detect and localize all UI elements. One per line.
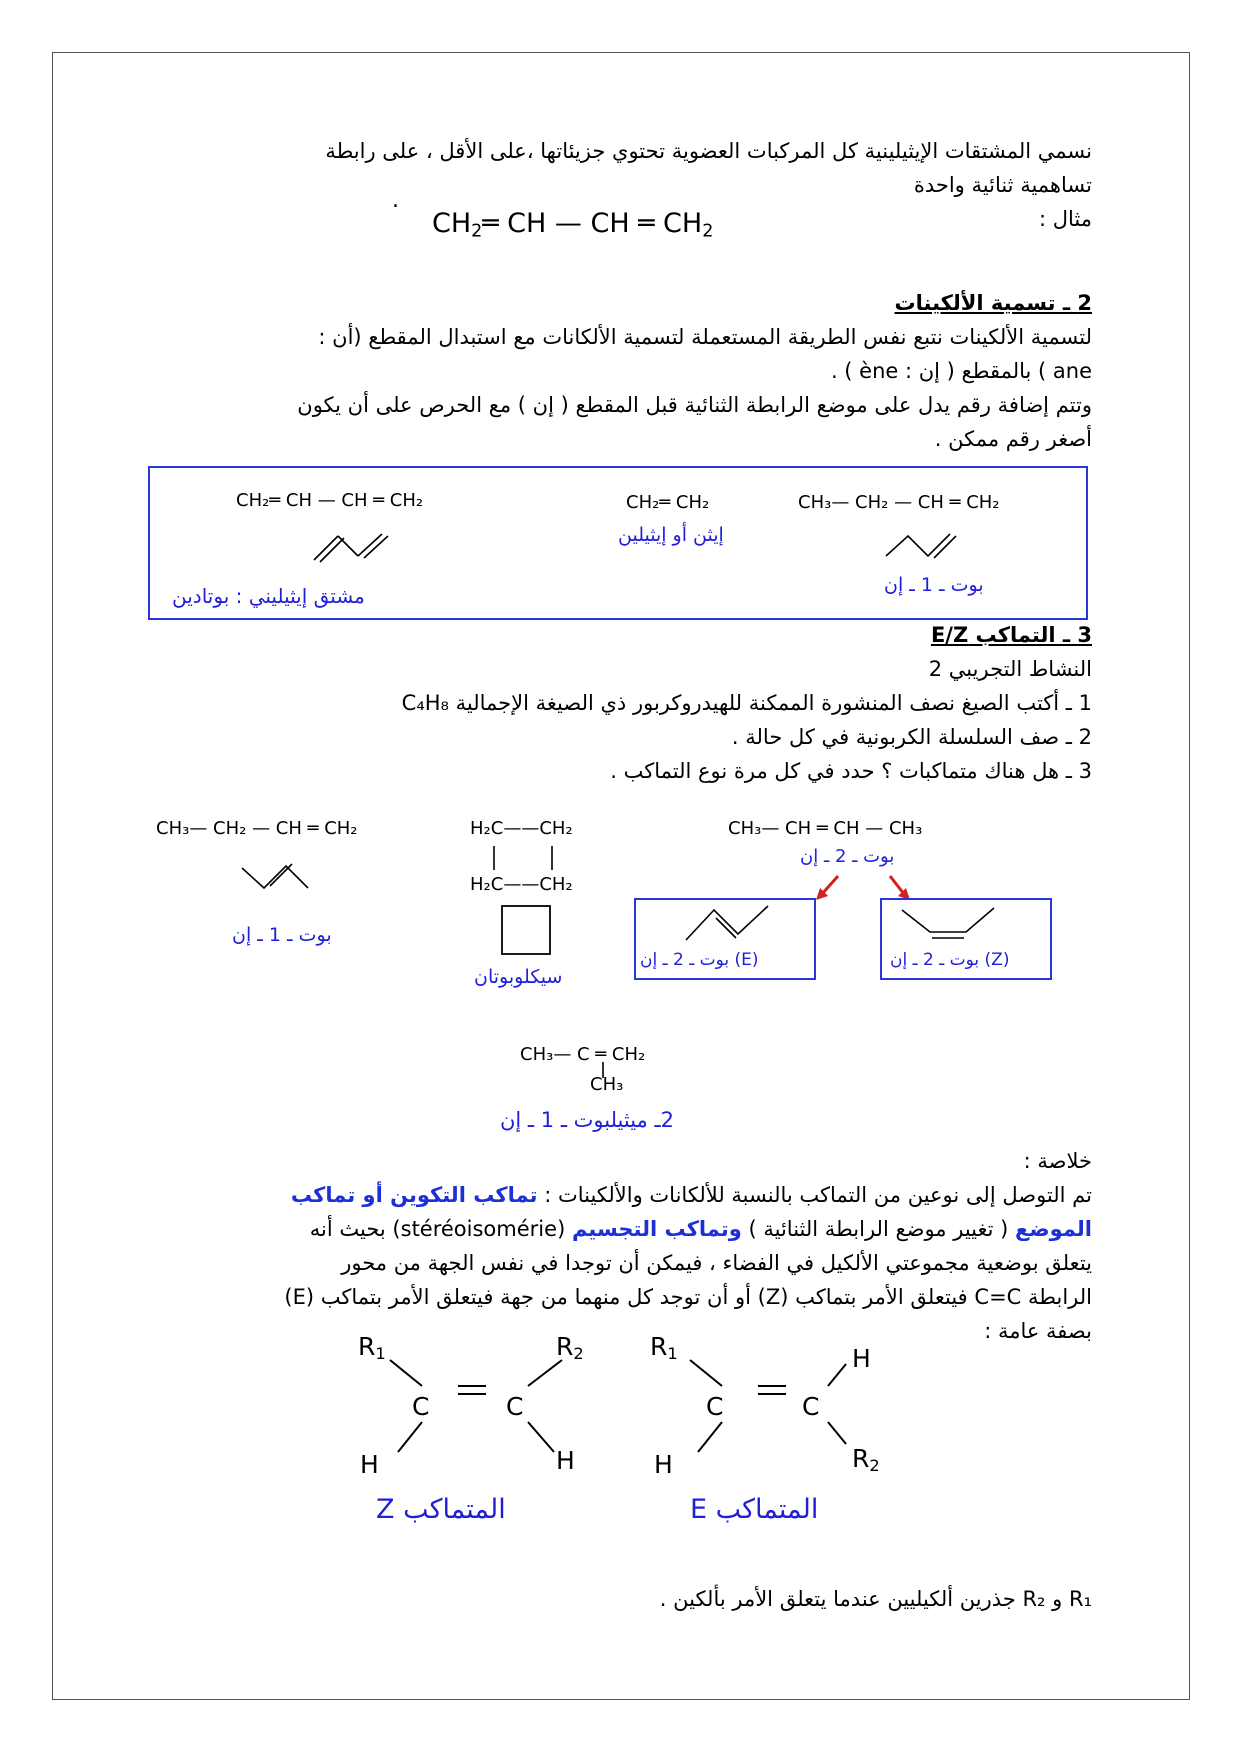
activity-title: النشاط التجريبي 2 bbox=[928, 657, 1092, 681]
stereoisomerism-term: وتماكب التجسيم bbox=[571, 1217, 742, 1241]
but2ene-label: بوت ـ 2 ـ إن bbox=[800, 846, 895, 867]
ethene-label: إيثن أو إيثيلين bbox=[618, 524, 724, 546]
but2ene-formula: CH₃— CH ═ CH — CH₃ bbox=[728, 818, 923, 839]
z-isomer-label: (Z) بوت ـ 2 ـ إن bbox=[890, 950, 1010, 970]
conclusion-title: خلاصة : bbox=[1023, 1149, 1092, 1173]
e-r1: $R_1$ bbox=[650, 1332, 678, 1364]
e-c-right: C bbox=[802, 1392, 820, 1421]
intro-dot: . bbox=[392, 188, 399, 213]
e-caption: المتماكب E bbox=[690, 1494, 819, 1525]
section-2-p2-line2: أصغر رقم ممكن . bbox=[934, 427, 1092, 451]
question-1: 1 ـ أكتب الصيغ نصف المنشورة الممكنة للهيدروكربور ذي الصيغة الإجمالية C₄H₈ bbox=[401, 691, 1092, 715]
e-isomer-label: (E) بوت ـ 2 ـ إن bbox=[640, 950, 759, 970]
butene-skeleton bbox=[884, 530, 964, 560]
section-2-p1-line1: لتسمية الألكينات نتبع نفس الطريقة المستعملة لتسمية الألكانات مع استبدال المقطع (أن : bbox=[318, 325, 1092, 349]
section-3-heading: 3 ـ التماكب E/Z bbox=[930, 623, 1092, 647]
z-isomer-skeleton bbox=[896, 904, 1006, 944]
butene-label: بوت ـ 1 ـ إن bbox=[884, 574, 984, 596]
z-r2: $R_2$ bbox=[556, 1332, 584, 1364]
question-2: 2 ـ صف السلسلة الكربونية في كل حالة . bbox=[731, 725, 1092, 749]
intro-line-1: نسمي المشتقات الإيثيلينية كل المركبات العضوية تحتوي جزيئاتها ،على الأقل ، على رابطة bbox=[325, 139, 1092, 163]
e-h-top: H bbox=[852, 1344, 871, 1373]
e-c-left: C bbox=[706, 1392, 724, 1421]
ethene-formula: CH₂═ CH₂ bbox=[626, 492, 710, 513]
section-2-p2-line1: وتتم إضافة رقم يدل على موضع الرابطة الثنائية قبل المقطع ( إن ) مع الحرص على أن يكون bbox=[297, 393, 1092, 417]
butadiene-label: مشتق إيثيليني : بوتادين bbox=[172, 584, 365, 608]
cyclobutane-bonds bbox=[490, 842, 570, 874]
butadiene-formula: CH₂═ CH — CH ═ CH₂ bbox=[236, 490, 424, 511]
e-h-left: H bbox=[654, 1450, 673, 1479]
cyclobutane-top: H₂C——CH₂ bbox=[470, 818, 573, 839]
methylpropene-formula: CH₃— C ═ CH₂ bbox=[520, 1044, 646, 1065]
conclusion-line-3: يتعلق بوضعية مجموعتي الألكيل في الفضاء ، فيمكن أن توجدا في نفس الجهة من محور bbox=[341, 1251, 1092, 1275]
z-c-right: C bbox=[506, 1392, 524, 1421]
cyclobutane-skeleton bbox=[500, 904, 552, 956]
but1ene-label: بوت ـ 1 ـ إن bbox=[232, 924, 332, 946]
position-isomerism-term: الموضع bbox=[1015, 1217, 1092, 1241]
conclusion-line-4: الرابطة C=C فيتعلق الأمر بتماكب (Z) أو أن توجد كل منهما من جهة فيتعلق الأمر بتماكب (E) bbox=[284, 1285, 1092, 1309]
e-isomer-skeleton bbox=[684, 904, 794, 944]
conclusion-text-2: ( تغيير موضع الرابطة الثنائية ) bbox=[748, 1217, 1009, 1241]
conclusion-text-1: تم التوصل إلى نوعين من التماكب بالنسبة للألكانات والألكينات : bbox=[544, 1183, 1092, 1207]
section-2-p1-line2: ane ) بالمقطع ( إن : ène ) . bbox=[830, 359, 1092, 383]
example-label: مثال : bbox=[1039, 207, 1092, 231]
cyclobutane-bottom: H₂C——CH₂ bbox=[470, 874, 573, 895]
z-caption: المتماكب Z bbox=[376, 1494, 506, 1525]
conclusion-line-1 bbox=[152, 1178, 1092, 1212]
z-h-right: H bbox=[556, 1446, 575, 1475]
e-r2: $R_2$ bbox=[852, 1444, 880, 1476]
section-2 bbox=[152, 286, 1092, 456]
conclusion-text-3: (stéréoisomérie) بحيث أنه bbox=[309, 1217, 566, 1241]
question-3: 3 ـ هل هناك متماكبات ؟ حدد في كل مرة نوع التماكب . bbox=[610, 759, 1092, 783]
methylpropene-branch: CH₃ bbox=[590, 1074, 624, 1095]
methylpropene-label: 2ـ ميثيلبوت ـ 1 ـ إن bbox=[500, 1108, 675, 1132]
conclusion bbox=[152, 1144, 1092, 1348]
butene-formula: CH₃— CH₂ — CH ═ CH₂ bbox=[798, 492, 1000, 513]
z-c-left: C bbox=[412, 1392, 430, 1421]
but1ene-skeleton bbox=[240, 856, 326, 890]
intro-formula: $CH_2═$ CH — CH ═ $CH_2$ bbox=[432, 208, 714, 242]
footer-note: R₁ و R₂ جذرين ألكيليين عندما يتعلق الأمر بألكين . bbox=[659, 1587, 1092, 1611]
z-h-left: H bbox=[360, 1450, 379, 1479]
conclusion-line-2 bbox=[152, 1212, 1092, 1246]
but1ene-formula: CH₃— CH₂ — CH ═ CH₂ bbox=[156, 818, 358, 839]
intro-line-2: تساهمية ثنائية واحدة bbox=[913, 173, 1092, 197]
z-r1: $R_1$ bbox=[358, 1332, 386, 1364]
constitution-isomerism-term: تماكب التكوين أو تماكب bbox=[290, 1183, 538, 1207]
butadiene-skeleton bbox=[310, 530, 400, 564]
cyclobutane-label: سيكلوبوتان bbox=[474, 966, 563, 988]
conclusion-line-5: بصفة عامة : bbox=[984, 1319, 1092, 1343]
section-3 bbox=[152, 618, 1092, 788]
section-2-heading: 2 ـ تسمية الألكينات bbox=[894, 291, 1092, 315]
